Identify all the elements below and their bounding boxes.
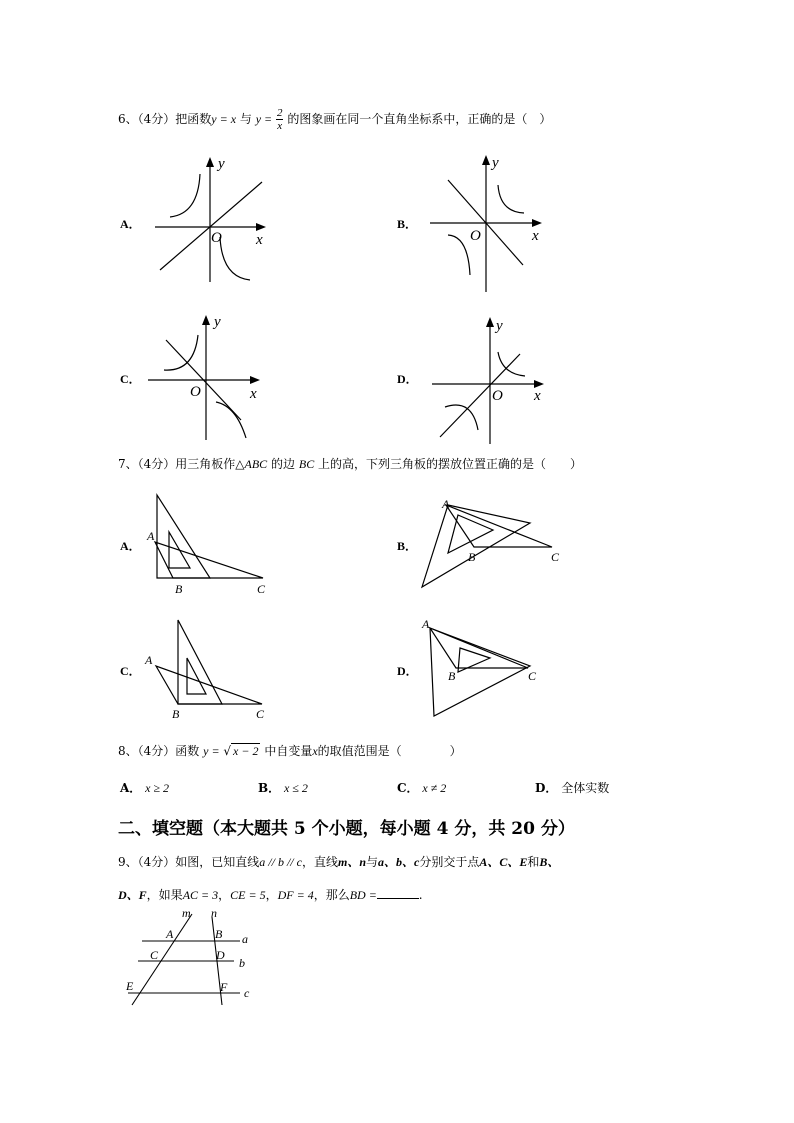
q8-choice-d-text: 全体实数 <box>561 781 610 795</box>
q9-text-3: 与 <box>366 855 379 869</box>
q9-text-4: 分别交于点 <box>419 855 480 869</box>
q7-text-2: 的边 <box>271 457 296 471</box>
q7c-label-c: C <box>256 707 265 721</box>
q6-text-1: 把函数 <box>175 112 212 126</box>
q6-graph-c-y-label: y <box>214 314 221 330</box>
q6-graph-d-x-label: x <box>534 388 541 404</box>
q8-choice-a-text: x ≥ 2 <box>145 781 170 795</box>
q6-graph-c <box>146 310 271 445</box>
q9-fig-point-d: D <box>216 948 225 962</box>
q9-df: DF = 4 <box>277 888 314 902</box>
q6-option-b[interactable]: B． <box>397 217 418 231</box>
q7-abc: ABC <box>244 457 268 471</box>
q6-graph-c-origin: O <box>190 384 201 400</box>
q6-graph-a <box>150 152 275 287</box>
q6-graph-b-origin: O <box>470 228 481 244</box>
q7-score: （4分） <box>137 457 176 471</box>
q8-choice-b-text: x ≤ 2 <box>283 781 308 795</box>
q6-graph-b-y-label: y <box>492 155 499 171</box>
q8-choice-c-text: x ≠ 2 <box>422 781 447 795</box>
q6-stem <box>118 107 551 132</box>
q7b-label-b: B <box>468 550 476 564</box>
q6-text-3: 的图象画在同一个直角坐标系中，正确的是（ ） <box>287 112 552 126</box>
q6-function-1: y = x <box>211 112 237 126</box>
q9-text-7: ，那么 <box>313 888 350 902</box>
q7-option-b[interactable]: B． <box>397 539 418 553</box>
q6-graph-a-y-label: y <box>218 156 225 172</box>
q7a-label-a: A <box>147 529 155 543</box>
q9-parallel: a // b // c <box>259 855 302 869</box>
q7a-label-c: C <box>257 582 266 596</box>
q8-choice-d-label: D． <box>535 781 558 795</box>
q6-score: （4分） <box>137 112 176 126</box>
q9-fig-point-a: A <box>166 927 174 941</box>
q8-sqrt-sign: √ <box>223 744 232 758</box>
q8-score: （4分） <box>137 744 176 758</box>
q9-point-b: B、 <box>539 855 560 869</box>
q6-text-2: 与 <box>239 112 252 126</box>
q9-points-df: D、F <box>118 888 147 902</box>
q8-stem <box>118 743 462 759</box>
q7-figure-a <box>145 490 275 600</box>
q6-fraction-den: x <box>277 120 283 132</box>
q7-figure-b <box>418 495 568 595</box>
q7-figure-c <box>142 618 272 723</box>
q6-graph-c-x-label: x <box>250 386 257 402</box>
q8-choice-c[interactable] <box>397 780 446 796</box>
q6-graph-a-x-label: x <box>256 232 263 248</box>
q8-choice-a[interactable] <box>120 780 169 796</box>
q7c-label-a: A <box>145 653 153 667</box>
q7d-label-b: B <box>448 669 456 683</box>
q9-text-6: ，如果 <box>146 888 183 902</box>
q7a-label-b: B <box>175 582 183 596</box>
q6-graph-a-origin: O <box>211 230 222 246</box>
q7-option-d[interactable]: D． <box>397 664 418 678</box>
q6-graph-b <box>428 150 553 295</box>
q9-stem-line-1 <box>118 854 559 870</box>
q7-number: 7、 <box>118 457 138 471</box>
q8-text-1: 函数 <box>175 744 200 758</box>
q9-figure <box>118 905 263 1010</box>
q9-fig-b: b <box>239 956 245 970</box>
q8-radicand: x − 2 <box>233 744 259 758</box>
q7-stem <box>118 456 582 472</box>
q8-variable: x <box>312 744 318 758</box>
q9-text-1: 如图，已知直线 <box>175 855 260 869</box>
q6-graph-d <box>430 312 555 447</box>
q9-mn: m、n <box>337 855 366 869</box>
q7d-label-c: C <box>528 669 537 683</box>
q7-option-c[interactable]: C． <box>120 664 141 678</box>
q9-stem-line-2: D、F，如果AC = 3，CE = 5，DF = 4，那么BD = . <box>118 888 423 902</box>
q8-text-2: 中自变量 <box>264 744 313 758</box>
q9-ac: AC = 3 <box>182 888 219 902</box>
q8-number: 8、 <box>118 744 138 758</box>
q9-end: . <box>418 888 423 902</box>
q9-fig-point-e: E <box>126 979 134 993</box>
q7d-label-a: A <box>422 617 430 631</box>
q6-graph-d-y-label: y <box>496 318 503 334</box>
q6-option-d[interactable]: D． <box>397 372 418 386</box>
q8-choice-c-label: C． <box>397 781 419 795</box>
q9-fig-c: c <box>244 986 250 1000</box>
q9-score: （4分） <box>137 855 176 869</box>
q8-choice-d[interactable] <box>535 780 609 796</box>
q7c-label-b: B <box>172 707 180 721</box>
q8-choice-a-label: A． <box>120 781 142 795</box>
q9-ce: CE = 5 <box>230 888 266 902</box>
q7b-label-a: A <box>442 497 450 511</box>
q9-number: 9、 <box>118 855 138 869</box>
q7-text-1: 用三角板作△ <box>175 457 245 471</box>
q9-abc: a、b、c <box>378 855 420 869</box>
q9-text-5: 和 <box>527 855 540 869</box>
q7-figure-d <box>418 618 558 723</box>
q7-bc: BC <box>298 457 315 471</box>
q8-text-3: 的取值范围是（ ） <box>317 744 462 758</box>
q6-option-a[interactable]: A． <box>120 217 141 231</box>
q9-fig-n: n <box>211 906 217 920</box>
q9-bd: BD = <box>349 888 377 902</box>
q8-choice-b[interactable] <box>258 780 308 796</box>
q9-fig-point-c: C <box>150 948 159 962</box>
q6-fraction-num: 2 <box>276 107 283 119</box>
q8-choice-b-label: B． <box>258 781 281 795</box>
q9-points-ace: A、C、E <box>479 855 528 869</box>
q7-text-3: 上的高，下列三角板的摆放位置正确的是（ ） <box>318 457 583 471</box>
q9-fig-m: m <box>182 906 191 920</box>
q6-graph-b-x-label: x <box>532 228 539 244</box>
q6-option-c[interactable]: C． <box>120 372 141 386</box>
q6-function-2-lhs: y = <box>255 112 273 126</box>
q9-text-2: ，直线 <box>301 855 338 869</box>
section-2-title: 二、填空题（本大题共 5 个小题，每小题 4 分，共 20 分） <box>118 819 575 839</box>
q6-graph-d-origin: O <box>492 388 503 404</box>
q7-option-a[interactable]: A． <box>120 539 141 553</box>
q9-fig-point-b: B <box>215 927 223 941</box>
q6-number: 6、 <box>118 112 138 126</box>
q9-fig-a: a <box>242 932 248 946</box>
q9-answer-blank[interactable] <box>377 886 419 899</box>
q8-function-lhs: y = <box>203 744 220 758</box>
q6-fraction <box>276 107 284 132</box>
q7b-label-c: C <box>551 550 560 564</box>
q9-fig-point-f: F <box>220 980 228 994</box>
